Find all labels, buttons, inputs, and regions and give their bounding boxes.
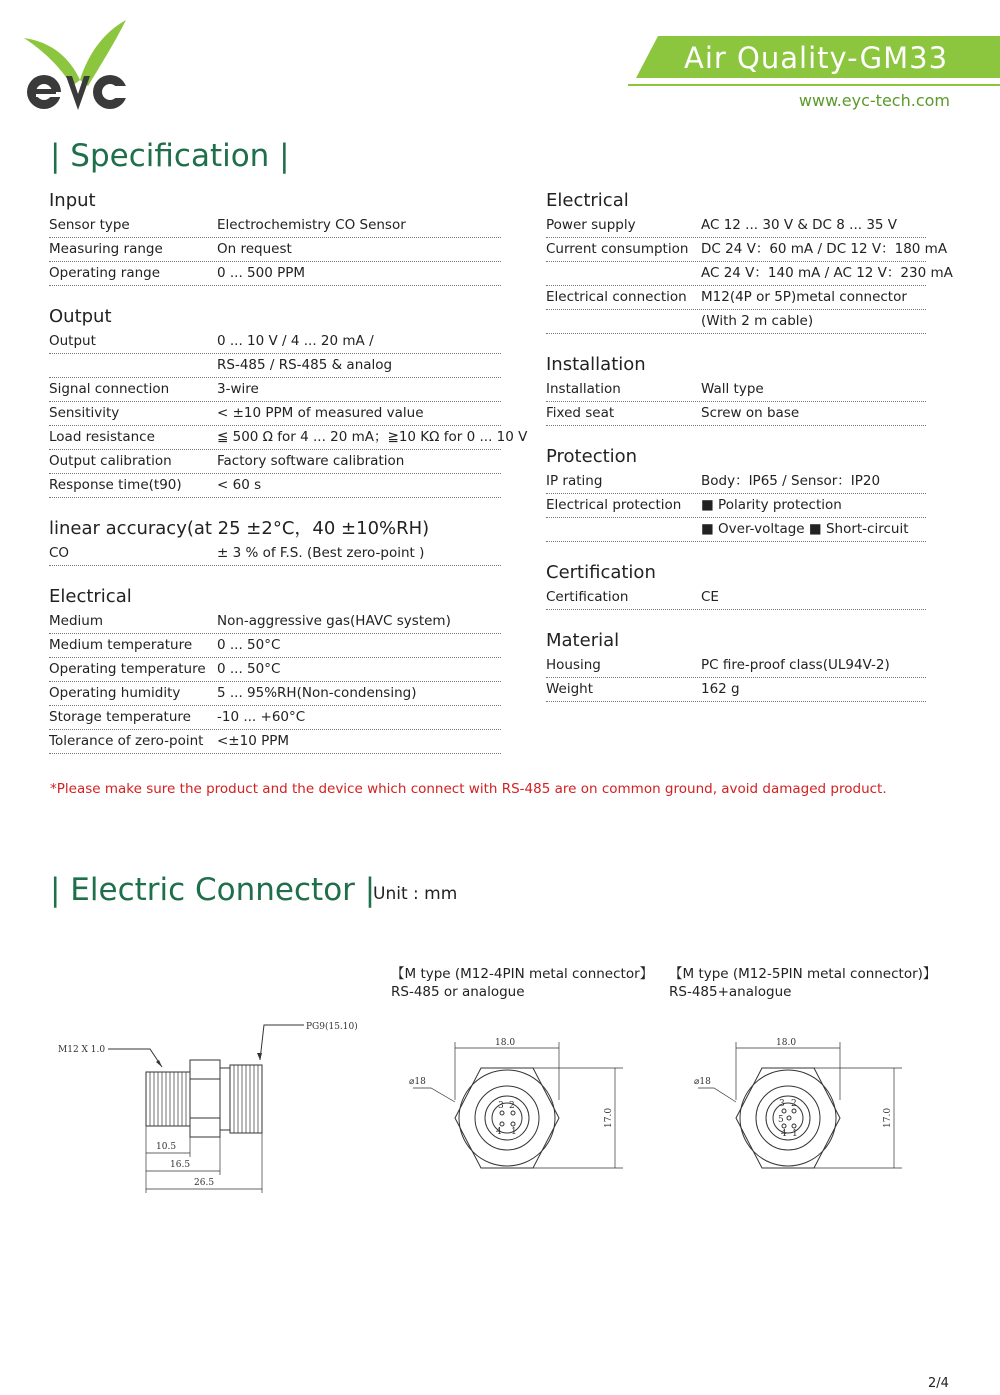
caption-4pin-type: 【M type (M12-4PIN metal connector】 [391, 966, 654, 982]
caption-5pin-signal: RS-485+analogue [669, 984, 792, 1000]
row-value: ± 3 % of F.S. (Best zero-point ) [217, 545, 425, 561]
header-rule [628, 84, 1000, 86]
table-row [49, 238, 501, 262]
caption-4pin [391, 965, 653, 1001]
table-row [49, 426, 528, 450]
table-row [49, 634, 501, 658]
table-row [49, 330, 501, 354]
group-title: Installation [546, 354, 646, 375]
row-label: Electrical connection [546, 289, 687, 305]
spec-right-column [546, 188, 953, 720]
spec-group-electrical [546, 188, 953, 334]
row-value: Non-aggressive gas(HAVC system) [217, 613, 451, 629]
row-label: Storage temperature [49, 709, 191, 725]
caption-5pin [669, 965, 936, 1001]
table-row [49, 706, 501, 730]
dim-width: 18.0 [495, 1038, 516, 1048]
row-value: 0 ... 50°C [217, 637, 281, 653]
row-value: DC 24 V：60 mA / DC 12 V：180 mA [701, 241, 948, 257]
dim-height: 17.0 [883, 1107, 893, 1128]
row-value: Electrochemistry CO Sensor [217, 217, 406, 233]
spec-group-certification [546, 560, 926, 610]
row-label: Certification [546, 589, 629, 605]
table-row [49, 214, 501, 238]
row-label: Medium temperature [49, 637, 193, 653]
row-value: AC 24 V：140 mA / AC 12 V：230 mA [701, 265, 953, 281]
table-row [49, 450, 501, 474]
row-value: 0 ... 50°C [217, 661, 281, 677]
spec-group-electrical-env [49, 584, 501, 754]
spec-group-output [49, 304, 528, 498]
group-title: Certification [546, 562, 656, 583]
pin-label: 3 [498, 1101, 504, 1111]
pin-label: 4 [781, 1129, 787, 1139]
connector-5pin-front-drawing [690, 1030, 910, 1180]
spec-group-protection [546, 444, 926, 542]
eyc-logo [22, 18, 132, 118]
row-label: Current consumption [546, 241, 689, 257]
pin-label: 2 [509, 1101, 515, 1111]
table-row [49, 730, 501, 754]
table-row [546, 238, 948, 262]
table-row [546, 518, 926, 542]
row-label [546, 518, 701, 541]
table-row [49, 474, 501, 498]
row-value: Wall type [701, 381, 764, 397]
table-row [546, 494, 926, 518]
group-title: Electrical [546, 190, 629, 211]
row-label: Electrical protection [546, 497, 682, 513]
row-label [546, 262, 701, 285]
row-label [49, 354, 217, 377]
pin-label: 5 [778, 1115, 784, 1125]
row-value: 0 ... 500 PPM [217, 265, 306, 281]
spec-group-input [49, 188, 501, 286]
dim-16-5: 16.5 [170, 1160, 191, 1170]
row-label: Signal connection [49, 381, 170, 397]
row-label: Output [49, 333, 96, 349]
row-value: Factory software calibration [217, 453, 405, 469]
pg-label: PG9(15.10) [306, 1022, 358, 1032]
row-label: Sensitivity [49, 405, 120, 421]
row-value: ■ Over-voltage ■ Short-circuit [701, 521, 909, 537]
row-label: Operating range [49, 265, 161, 281]
row-label [546, 310, 701, 333]
row-label: Power supply [546, 217, 636, 233]
group-title: linear accuracy(at 25 ±2°C，40 ±10%RH) [49, 518, 430, 539]
connector-title: | Electric Connector | [50, 872, 376, 908]
caption-4pin-signal: RS-485 or analogue [391, 984, 525, 1000]
table-row [49, 658, 501, 682]
row-value: (With 2 m cable) [701, 313, 814, 329]
row-value: AC 12 ... 30 V & DC 8 ... 35 V [701, 217, 898, 233]
group-title: Electrical [49, 586, 132, 607]
spec-left-column [49, 188, 528, 772]
row-value: 0 ... 10 V / 4 ... 20 mA / [217, 333, 374, 349]
row-value: PC fire-proof class(UL94V-2) [701, 657, 890, 673]
table-row [546, 286, 926, 310]
spec-group-linear-accuracy [49, 516, 501, 566]
website-link[interactable]: www.eyc-tech.com [798, 91, 950, 110]
row-value: M12(4P or 5P)metal connector [701, 289, 907, 305]
dim-diameter: ⌀18 [409, 1077, 426, 1087]
table-row [546, 310, 926, 334]
row-value: -10 ... +60°C [217, 709, 306, 725]
rs485-warning-note: *Please make sure the product and the device which connect with RS-485 are on common ground, avoid damaged product. [50, 781, 887, 797]
table-row [49, 610, 501, 634]
row-value: ■ Polarity protection [701, 497, 842, 513]
dim-diameter: ⌀18 [694, 1077, 711, 1087]
row-label: Fixed seat [546, 405, 615, 421]
dim-10-5: 10.5 [156, 1142, 177, 1152]
header-title: Air Quality-GM33 [684, 41, 949, 75]
row-label: Load resistance [49, 429, 155, 445]
dim-width: 18.0 [776, 1038, 797, 1048]
page-number: 2/4 [928, 1376, 949, 1391]
table-row [546, 678, 926, 702]
group-title: Protection [546, 446, 638, 467]
row-label: Tolerance of zero-point [49, 733, 204, 749]
row-label: Measuring range [49, 241, 163, 257]
table-row [49, 354, 501, 378]
table-row [546, 262, 953, 286]
dim-height: 17.0 [604, 1107, 614, 1128]
group-title: Output [49, 306, 112, 327]
row-value: < 60 s [217, 477, 262, 493]
table-row [546, 654, 926, 678]
row-value: < ±10 PPM of measured value [217, 405, 424, 421]
row-value: On request [217, 241, 292, 257]
table-row [49, 542, 501, 566]
row-label: Medium [49, 613, 103, 629]
row-label: Sensor type [49, 217, 130, 233]
row-label: Operating humidity [49, 685, 181, 701]
row-label: IP rating [546, 473, 603, 489]
table-row [49, 378, 501, 402]
row-label: Installation [546, 381, 621, 397]
specification-title: | Specification | [50, 138, 290, 174]
spec-group-installation [546, 352, 926, 426]
connector-4pin-front-drawing [405, 1030, 630, 1180]
table-row [546, 470, 926, 494]
table-row [49, 262, 501, 286]
row-label: Operating temperature [49, 661, 206, 677]
table-row [49, 402, 501, 426]
dim-26-5: 26.5 [194, 1178, 215, 1188]
group-title: Input [49, 190, 96, 211]
connector-unit: Unit : mm [373, 884, 458, 904]
row-label: CO [49, 545, 70, 561]
row-value: <±10 PPM [217, 733, 290, 749]
table-row [546, 378, 926, 402]
caption-5pin-type: 【M type (M12-5PIN metal connector)】 [669, 966, 937, 982]
row-value: RS-485 / RS-485 & analog [217, 357, 393, 373]
table-row [49, 682, 501, 706]
group-title: Material [546, 630, 620, 651]
row-label: Output calibration [49, 453, 172, 469]
row-value: Screw on base [701, 405, 800, 421]
pin-label: 2 [791, 1099, 797, 1109]
table-row [546, 402, 926, 426]
row-value: 162 g [701, 681, 740, 697]
row-value: 3-wire [217, 381, 259, 397]
row-value: 5 ... 95%RH(Non-condensing) [217, 685, 417, 701]
table-row [546, 214, 926, 238]
pin-label: 4 [496, 1127, 502, 1137]
pin-label: 3 [779, 1099, 785, 1109]
spec-group-material [546, 628, 926, 702]
row-label: Weight [546, 681, 594, 697]
row-value: CE [701, 589, 719, 605]
thread-label: M12 X 1.0 [58, 1045, 106, 1055]
row-label: Response time(t90) [49, 477, 182, 493]
row-label: Housing [546, 657, 601, 673]
pin-label: 1 [792, 1129, 798, 1139]
row-value: ≦ 500 Ω for 4 ... 20 mA；≧10 KΩ for 0 ... 10 V [217, 429, 528, 445]
connector-side-view-drawing [50, 1015, 370, 1200]
pin-label: 1 [511, 1127, 517, 1137]
row-value: Body：IP65 / Sensor：IP20 [701, 473, 881, 489]
table-row [546, 586, 926, 610]
